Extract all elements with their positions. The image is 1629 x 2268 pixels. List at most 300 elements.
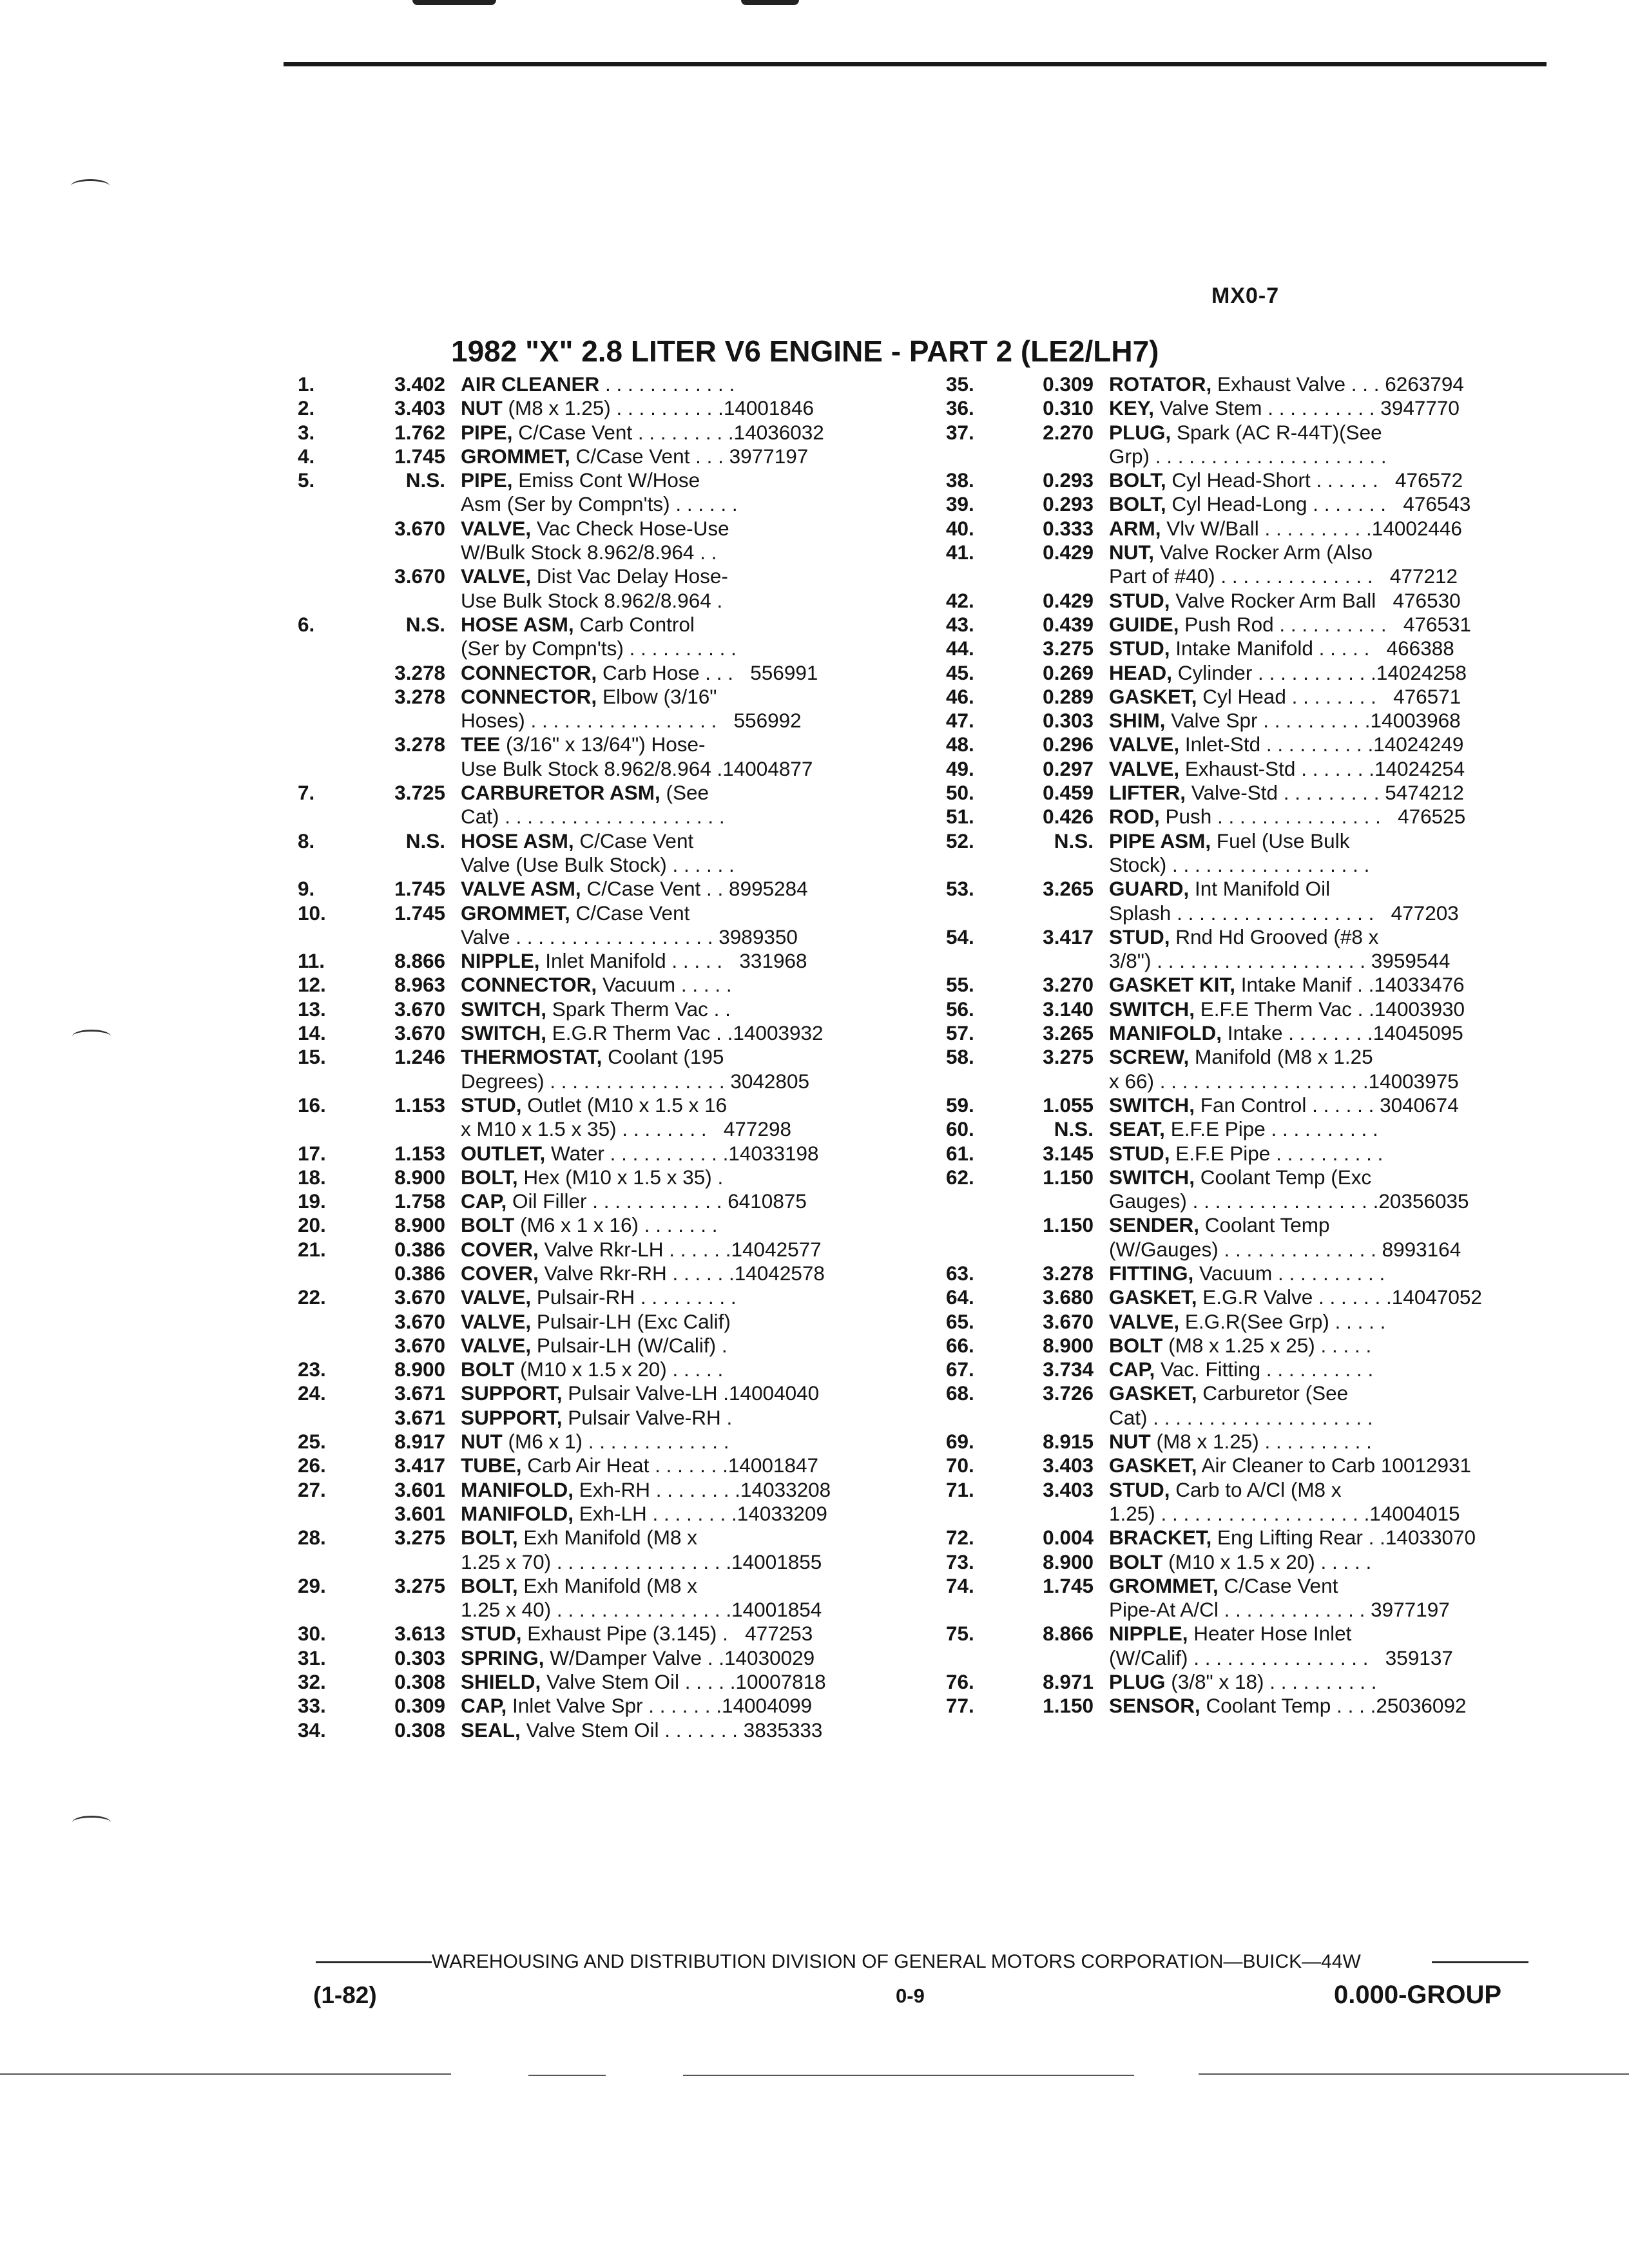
list-item — [946, 709, 1565, 733]
item-description-line: SPRING, W/Damper Valve . .14030029 — [461, 1646, 815, 1669]
footer-group: 0.000-GROUP — [1334, 1981, 1502, 2009]
item-group-code: 3.670 — [394, 1333, 445, 1357]
item-group-code: 0.310 — [1043, 396, 1094, 420]
list-item — [298, 1718, 903, 1742]
item-description-line: SUPPORT, Pulsair Valve-RH . — [461, 1405, 733, 1429]
item-group-code: 3.402 — [394, 372, 445, 396]
item-description — [461, 1189, 903, 1213]
list-item — [298, 1285, 903, 1309]
item-description — [1109, 517, 1565, 541]
item-description-line: x 66) . . . . . . . . . . . . . . . . . . .14003975 — [1109, 1069, 1459, 1093]
item-group-code: 3.670 — [394, 564, 445, 588]
item-number: 15. — [298, 1045, 326, 1069]
item-description — [461, 564, 903, 613]
item-description-line: 1.25) . . . . . . . . . . . . . . . . . . .14004015 — [1109, 1501, 1460, 1525]
item-group-code: 0.004 — [1043, 1526, 1094, 1550]
item-description — [1109, 421, 1565, 469]
item-description — [1109, 1526, 1565, 1550]
item-description-line: 1.25 x 70) . . . . . . . . . . . . . . . .14001855 — [461, 1550, 822, 1573]
item-group-code: 1.758 — [394, 1189, 445, 1213]
list-item — [946, 805, 1565, 829]
item-number: 10. — [298, 901, 326, 925]
item-number: 9. — [298, 877, 315, 901]
item-description — [1109, 733, 1565, 756]
item-description — [1109, 1093, 1565, 1117]
item-description — [1109, 925, 1565, 974]
item-group-code: 3.278 — [394, 660, 445, 684]
item-number: 4. — [298, 444, 315, 468]
item-number: 59. — [946, 1093, 974, 1117]
item-number: 36. — [946, 396, 974, 420]
item-group-code: 3.403 — [1043, 1477, 1094, 1501]
item-description-line: Stock) . . . . . . . . . . . . . . . . . . — [1109, 852, 1370, 876]
item-description — [461, 396, 903, 420]
item-description-line: Cat) . . . . . . . . . . . . . . . . . . . . — [1109, 1405, 1373, 1429]
item-group-code: 1.745 — [394, 901, 445, 925]
item-description-line: VALVE, Pulsair-LH (W/Calif) . — [461, 1333, 728, 1357]
item-number: 14. — [298, 1021, 326, 1045]
item-description-line: OUTLET, Water . . . . . . . . . . .14033198 — [461, 1141, 819, 1165]
item-group-code: N.S. — [1054, 829, 1094, 852]
item-description — [1109, 1550, 1565, 1574]
list-item — [946, 1694, 1565, 1718]
item-description-line: COVER, Valve Rkr-LH . . . . . .14042577 — [461, 1237, 822, 1261]
punch-mark — [72, 1816, 111, 1829]
list-item — [946, 997, 1565, 1021]
item-group-code: 3.417 — [394, 1454, 445, 1477]
list-item — [298, 1526, 903, 1574]
item-description — [461, 1238, 903, 1262]
item-description-line: THERMOSTAT, Coolant (195 — [461, 1045, 724, 1069]
list-item — [946, 1622, 1565, 1670]
list-item — [946, 421, 1565, 469]
item-description — [1109, 1262, 1565, 1285]
item-description — [1109, 1334, 1565, 1358]
item-number: 65. — [946, 1309, 974, 1333]
item-number: 54. — [946, 925, 974, 948]
item-description-line: SWITCH, Coolant Temp (Exc — [1109, 1165, 1372, 1189]
item-description-line: GASKET, Carburetor (See — [1109, 1381, 1349, 1405]
bottom-scan-line — [528, 2075, 606, 2076]
item-number: 23. — [298, 1358, 326, 1381]
item-description-line: PLUG (3/8" x 18) . . . . . . . . . . — [1109, 1670, 1377, 1694]
item-group-code: 0.269 — [1043, 660, 1094, 684]
list-item — [298, 613, 903, 661]
item-group-code: 3.278 — [1043, 1261, 1094, 1285]
item-description — [1109, 781, 1565, 805]
bottom-scan-line — [683, 2075, 1134, 2076]
item-group-code: 3.275 — [394, 1573, 445, 1597]
list-item — [946, 396, 1565, 420]
item-number: 7. — [298, 781, 315, 805]
list-item — [946, 541, 1565, 589]
footer-date: (1-82) — [313, 1982, 377, 2008]
item-group-code: 8.915 — [1043, 1430, 1094, 1454]
list-item — [298, 372, 903, 396]
item-description — [1109, 1670, 1565, 1694]
item-number: 73. — [946, 1550, 974, 1573]
item-group-code: 8.900 — [394, 1358, 445, 1381]
item-description-line: W/Bulk Stock 8.962/8.964 . . — [461, 541, 717, 564]
list-item — [298, 997, 903, 1021]
item-description-line: PIPE, Emiss Cont W/Hose — [461, 468, 700, 492]
item-number — [298, 1310, 365, 1334]
item-description — [1109, 396, 1565, 420]
item-number: 6. — [298, 612, 315, 636]
item-description — [1109, 1478, 1565, 1526]
item-description — [1109, 1694, 1565, 1718]
item-number: 46. — [946, 684, 974, 708]
item-description-line: NUT (M8 x 1.25) . . . . . . . . . .14001846 — [461, 396, 814, 420]
item-number: 18. — [298, 1165, 326, 1189]
item-description — [461, 829, 903, 878]
item-description-line: STUD, Exhaust Pipe (3.145) . 477253 — [461, 1622, 813, 1646]
item-description — [1109, 661, 1565, 685]
item-group-code: 1.745 — [394, 877, 445, 901]
item-group-code: 1.153 — [394, 1093, 445, 1117]
item-group-code: 8.971 — [1043, 1670, 1094, 1694]
item-number: 52. — [946, 829, 974, 852]
parts-list-right — [946, 372, 1565, 1718]
item-description-line: CARBURETOR ASM, (See — [461, 781, 709, 805]
punch-mark — [71, 179, 110, 193]
item-number: 66. — [946, 1333, 974, 1357]
item-number — [298, 517, 365, 565]
item-group-code: 1.055 — [1043, 1093, 1094, 1117]
item-group-code: 0.429 — [1043, 541, 1094, 564]
item-description — [461, 1045, 903, 1093]
list-item — [946, 685, 1565, 709]
item-group-code: 1.745 — [394, 444, 445, 468]
item-group-code: 3.278 — [394, 684, 445, 708]
item-description — [461, 1454, 903, 1477]
item-number: 42. — [946, 588, 974, 612]
item-description-line: 1.25 x 40) . . . . . . . . . . . . . . . .14001854 — [461, 1598, 822, 1622]
item-number: 17. — [298, 1141, 326, 1165]
item-group-code: 3.726 — [1043, 1381, 1094, 1405]
item-description-line: SHIM, Valve Spr . . . . . . . . . .14003968 — [1109, 709, 1461, 733]
item-description-line: (Ser by Compn'ts) . . . . . . . . . . — [461, 637, 737, 660]
item-description-line: Asm (Ser by Compn'ts) . . . . . . — [461, 492, 738, 516]
scan-artifact — [412, 0, 496, 5]
item-group-code: 3.670 — [394, 1309, 445, 1333]
item-description-line: VALVE, Pulsair-RH . . . . . . . . . — [461, 1285, 737, 1309]
item-description — [1109, 613, 1565, 637]
list-item — [946, 973, 1565, 997]
item-number: 11. — [298, 949, 325, 973]
item-number: 41. — [946, 541, 974, 564]
item-number: 68. — [946, 1381, 974, 1405]
item-group-code: 3.670 — [394, 997, 445, 1021]
list-item — [298, 396, 903, 420]
item-group-code: 0.308 — [394, 1670, 445, 1694]
item-description-line: CONNECTOR, Elbow (3/16" — [461, 684, 717, 708]
item-description-line: Cat) . . . . . . . . . . . . . . . . . . . . — [461, 805, 725, 829]
item-description-line: GASKET, Cyl Head . . . . . . . . 476571 — [1109, 684, 1461, 708]
item-description-line: GUARD, Int Manifold Oil — [1109, 877, 1331, 901]
item-description — [461, 781, 903, 829]
item-number: 69. — [946, 1430, 974, 1454]
item-number — [298, 1334, 365, 1358]
item-description-line: NIPPLE, Inlet Manifold . . . . . 331968 — [461, 949, 807, 973]
item-group-code: 3.140 — [1043, 997, 1094, 1021]
item-number: 8. — [298, 829, 315, 852]
list-item — [298, 1406, 903, 1430]
item-group-code: 3.403 — [1043, 1454, 1094, 1477]
item-description — [1109, 877, 1565, 925]
list-item — [946, 372, 1565, 396]
item-group-code: 0.303 — [1043, 709, 1094, 733]
item-description-line: BOLT, Exh Manifold (M8 x — [461, 1573, 698, 1597]
item-group-code: 3.670 — [394, 1021, 445, 1045]
list-item — [298, 517, 903, 565]
footer-rule-left — [316, 1961, 432, 1963]
item-description-line: CONNECTOR, Vacuum . . . . . — [461, 973, 732, 997]
list-item — [946, 661, 1565, 685]
list-item — [298, 445, 903, 468]
item-description — [461, 1381, 903, 1405]
item-group-code: 3.601 — [394, 1477, 445, 1501]
item-description — [1109, 1310, 1565, 1334]
item-group-code: 0.333 — [1043, 516, 1094, 540]
item-group-code: 0.426 — [1043, 805, 1094, 829]
item-number: 26. — [298, 1454, 326, 1477]
item-number: 60. — [946, 1117, 974, 1141]
item-description-line: (W/Calif) . . . . . . . . . . . . . . . . 359137 — [1109, 1646, 1453, 1669]
item-description — [1109, 997, 1565, 1021]
list-item — [298, 1430, 903, 1454]
item-description — [461, 445, 903, 468]
item-group-code: 3.734 — [1043, 1358, 1094, 1381]
item-description — [461, 1334, 903, 1358]
list-item — [946, 1166, 1565, 1214]
item-description — [461, 421, 903, 445]
item-description-line: Splash . . . . . . . . . . . . . . . . . . 477203 — [1109, 901, 1459, 925]
item-description-line: SUPPORT, Pulsair Valve-LH .14004040 — [461, 1381, 820, 1405]
item-description — [461, 1670, 903, 1694]
item-description-line: TUBE, Carb Air Heat . . . . . . .14001847 — [461, 1454, 819, 1477]
bottom-scan-line — [1199, 2073, 1629, 2075]
item-description — [461, 1622, 903, 1646]
item-description — [1109, 1622, 1565, 1670]
item-number: 62. — [946, 1165, 974, 1189]
item-number: 72. — [946, 1526, 974, 1550]
item-description-line: STUD, Valve Rocker Arm Ball 476530 — [1109, 588, 1461, 612]
list-item — [298, 1358, 903, 1381]
item-number: 5. — [298, 468, 315, 492]
item-description — [461, 1478, 903, 1502]
item-number: 40. — [946, 516, 974, 540]
list-item — [298, 1478, 903, 1502]
item-number: 74. — [946, 1573, 974, 1597]
list-item — [298, 1670, 903, 1694]
item-description-line: GASKET, Air Cleaner to Carb 10012931 — [1109, 1454, 1472, 1477]
item-number: 47. — [946, 709, 974, 733]
list-item — [298, 1166, 903, 1189]
item-group-code: 8.917 — [394, 1430, 445, 1454]
item-number: 35. — [946, 372, 974, 396]
item-group-code: 3.403 — [394, 396, 445, 420]
item-description — [461, 517, 903, 565]
item-description-line: MANIFOLD, Intake . . . . . . . .14045095 — [1109, 1021, 1463, 1045]
item-description-line: 3/8") . . . . . . . . . . . . . . . . . . . 3959544 — [1109, 949, 1451, 973]
item-description-line: SENDER, Coolant Temp — [1109, 1213, 1330, 1237]
item-description — [1109, 637, 1565, 660]
item-description — [1109, 589, 1565, 613]
list-item — [298, 1310, 903, 1334]
item-group-code: 3.265 — [1043, 877, 1094, 901]
item-description — [461, 901, 903, 950]
item-description-line: MANIFOLD, Exh-RH . . . . . . . .14033208 — [461, 1477, 831, 1501]
item-description-line: Part of #40) . . . . . . . . . . . . . . 477212 — [1109, 564, 1458, 588]
list-item — [298, 973, 903, 997]
item-group-code: 3.671 — [394, 1405, 445, 1429]
item-group-code: 1.150 — [1043, 1213, 1094, 1237]
item-number: 25. — [298, 1430, 326, 1454]
item-group-code: 8.900 — [1043, 1333, 1094, 1357]
list-item — [298, 733, 903, 781]
list-item — [946, 1358, 1565, 1381]
list-item — [298, 1646, 903, 1670]
item-description-line: NIPPLE, Heater Hose Inlet — [1109, 1622, 1352, 1646]
item-number: 37. — [946, 420, 974, 444]
item-description-line: STUD, Outlet (M10 x 1.5 x 16 — [461, 1093, 728, 1117]
item-group-code: 3.145 — [1043, 1141, 1094, 1165]
item-number: 38. — [946, 468, 974, 492]
item-group-code: 8.900 — [1043, 1550, 1094, 1573]
item-description — [1109, 1117, 1565, 1141]
list-item — [298, 564, 903, 613]
list-item — [298, 781, 903, 829]
list-item — [946, 1310, 1565, 1334]
item-description-line: VALVE ASM, C/Case Vent . . 8995284 — [461, 877, 808, 901]
item-description-line: HEAD, Cylinder . . . . . . . . . . .14024258 — [1109, 660, 1467, 684]
list-item — [946, 1670, 1565, 1694]
item-number: 12. — [298, 973, 326, 997]
item-description — [1109, 541, 1565, 589]
item-description — [1109, 1574, 1565, 1622]
scan-artifact — [741, 0, 799, 5]
item-description — [461, 973, 903, 997]
item-number — [298, 1406, 365, 1430]
item-description — [461, 1718, 903, 1742]
item-number — [946, 1213, 1013, 1262]
item-description-line: STUD, Rnd Hd Grooved (#8 x — [1109, 925, 1379, 948]
item-description — [1109, 1358, 1565, 1381]
item-description-line: PIPE ASM, Fuel (Use Bulk — [1109, 829, 1350, 852]
list-item — [298, 877, 903, 901]
item-description-line: SCREW, Manifold (M8 x 1.25 — [1109, 1045, 1373, 1069]
item-number: 20. — [298, 1213, 326, 1237]
list-item — [298, 1381, 903, 1405]
item-group-code: 8.963 — [394, 973, 445, 997]
item-description-line: VALVE, E.G.R(See Grp) . . . . . — [1109, 1309, 1386, 1333]
item-description-line: BOLT, Cyl Head-Long . . . . . . . 476543 — [1109, 492, 1471, 516]
item-description-line: Grp) . . . . . . . . . . . . . . . . . . . . . — [1109, 444, 1387, 468]
punch-mark — [72, 1030, 111, 1043]
item-number: 34. — [298, 1718, 326, 1742]
item-description-line: STUD, E.F.E Pipe . . . . . . . . . . — [1109, 1141, 1383, 1165]
list-item — [298, 685, 903, 733]
item-group-code: 1.745 — [1043, 1573, 1094, 1597]
item-description-line: GASKET, E.G.R Valve . . . . . . .14047052 — [1109, 1285, 1482, 1309]
list-item — [946, 1021, 1565, 1045]
item-description — [1109, 1045, 1565, 1093]
item-number: 76. — [946, 1670, 974, 1694]
item-description-line: MANIFOLD, Exh-LH . . . . . . . .14033209 — [461, 1501, 827, 1525]
item-group-code: 8.866 — [1043, 1622, 1094, 1646]
item-number — [298, 1502, 365, 1526]
item-description-line: BOLT (M10 x 1.5 x 20) . . . . . — [461, 1358, 724, 1381]
item-description — [1109, 1142, 1565, 1166]
item-number: 1. — [298, 372, 315, 396]
item-description-line: BOLT (M10 x 1.5 x 20) . . . . . — [1109, 1550, 1372, 1573]
item-number: 49. — [946, 756, 974, 780]
list-item — [946, 1213, 1565, 1262]
item-number: 67. — [946, 1358, 974, 1381]
list-item — [946, 1478, 1565, 1526]
item-description — [461, 613, 903, 661]
item-group-code: 0.386 — [394, 1261, 445, 1285]
item-number: 43. — [946, 612, 974, 636]
item-description-line: CAP, Vac. Fitting . . . . . . . . . . — [1109, 1358, 1374, 1381]
item-number — [298, 733, 365, 781]
item-description-line: SWITCH, E.F.E Therm Vac . .14003930 — [1109, 997, 1465, 1021]
item-description-line: GROMMET, C/Case Vent . . . 3977197 — [461, 444, 809, 468]
item-description — [1109, 372, 1565, 396]
item-description — [461, 1213, 903, 1237]
list-item — [298, 1238, 903, 1262]
item-group-code: 3.601 — [394, 1501, 445, 1525]
parts-list-left — [298, 372, 903, 1742]
item-number — [298, 564, 365, 613]
item-group-code: 0.293 — [1043, 468, 1094, 492]
item-group-code: 0.296 — [1043, 733, 1094, 756]
item-description — [461, 1262, 903, 1285]
item-number: 64. — [946, 1285, 974, 1309]
item-number: 56. — [946, 997, 974, 1021]
item-number: 33. — [298, 1694, 326, 1718]
item-number: 19. — [298, 1189, 326, 1213]
item-description — [461, 1646, 903, 1670]
item-description-line: BOLT, Cyl Head-Short . . . . . . 476572 — [1109, 468, 1463, 492]
item-number: 27. — [298, 1477, 326, 1501]
item-group-code: 0.309 — [394, 1694, 445, 1718]
item-description — [461, 1021, 903, 1045]
list-item — [946, 1093, 1565, 1117]
bottom-scan-line — [0, 2073, 451, 2075]
item-group-code: 3.275 — [1043, 637, 1094, 660]
item-number: 16. — [298, 1093, 326, 1117]
item-number: 51. — [946, 805, 974, 829]
item-description-line: AIR CLEANER . . . . . . . . . . . . — [461, 372, 735, 396]
item-number: 48. — [946, 733, 974, 756]
item-description — [461, 372, 903, 396]
item-number: 30. — [298, 1622, 326, 1646]
item-description — [461, 1166, 903, 1189]
list-item — [298, 1262, 903, 1285]
item-description-line: CAP, Oil Filler . . . . . . . . . . . . 6410875 — [461, 1189, 807, 1213]
item-number: 77. — [946, 1694, 974, 1718]
item-number: 75. — [946, 1622, 974, 1646]
item-group-code: 8.900 — [394, 1165, 445, 1189]
item-description-line: NUT (M8 x 1.25) . . . . . . . . . . — [1109, 1430, 1372, 1454]
item-group-code: 3.671 — [394, 1381, 445, 1405]
item-group-code: 3.680 — [1043, 1285, 1094, 1309]
item-description — [461, 997, 903, 1021]
list-item — [946, 492, 1565, 516]
footer-division: WAREHOUSING AND DISTRIBUTION DIVISION OF GENERAL MOTORS CORPORATION—BUICK—44W — [432, 1951, 1361, 1972]
